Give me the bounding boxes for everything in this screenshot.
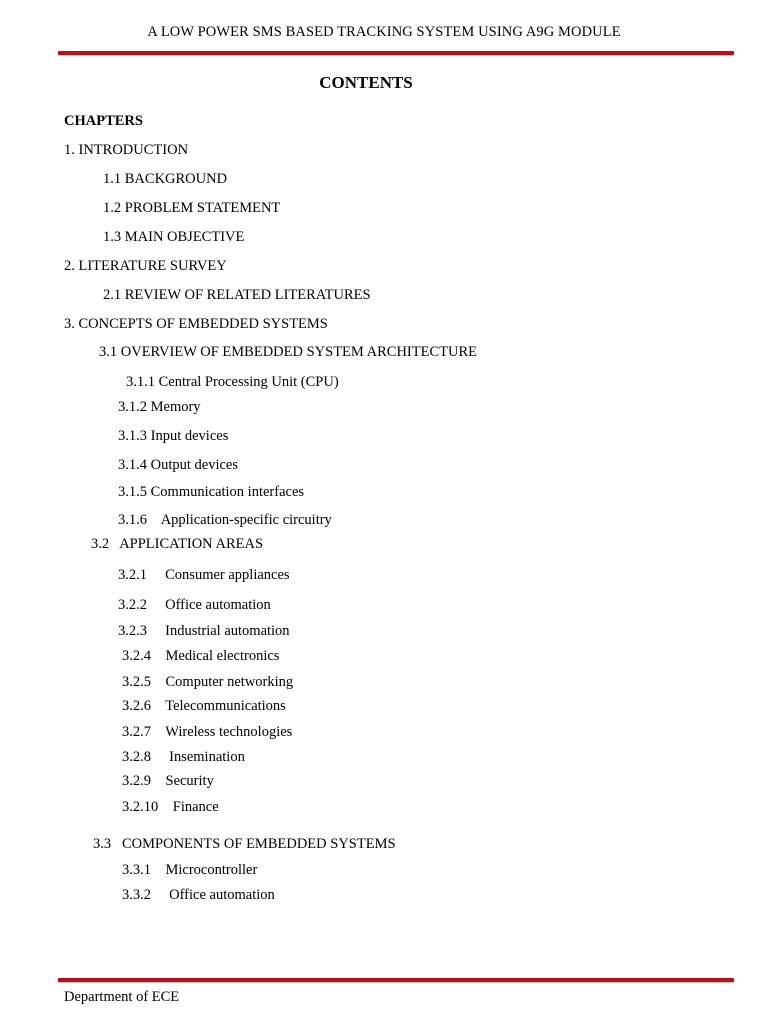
toc-entry-3-1-6: 3.1.6 Application-specific circuitry: [118, 512, 332, 528]
running-header: A LOW POWER SMS BASED TRACKING SYSTEM USING A9G MODULE: [147, 24, 621, 40]
toc-entry-3-2-8: 3.2.8 Insemination: [122, 749, 245, 765]
toc-entry-3-2-3: 3.2.3 Industrial automation: [118, 623, 290, 639]
toc-entry-chapter-1: 1. INTRODUCTION: [64, 142, 189, 158]
contents-title: CONTENTS: [319, 73, 413, 92]
chapters-label: CHAPTERS: [64, 113, 143, 129]
toc-entry-3-2-5: 3.2.5 Computer networking: [122, 674, 294, 690]
toc-entry-3-2-7: 3.2.7 Wireless technologies: [122, 724, 293, 740]
toc-entry-3-1-2: 3.1.2 Memory: [118, 399, 201, 415]
toc-entry-3-2-2: 3.2.2 Office automation: [118, 597, 271, 613]
toc-entry-3-2-10: 3.2.10 Finance: [122, 799, 219, 815]
toc-entry-1-3: 1.3 MAIN OBJECTIVE: [103, 229, 245, 245]
toc-entry-3-2-1: 3.2.1 Consumer appliances: [118, 567, 290, 583]
toc-entry-3-1-3: 3.1.3 Input devices: [118, 428, 229, 444]
toc-entry-3-1: 3.1 OVERVIEW OF EMBEDDED SYSTEM ARCHITECTURE: [99, 344, 477, 360]
toc-entry-1-1: 1.1 BACKGROUND: [103, 171, 228, 187]
toc-entry-3-1-4: 3.1.4 Output devices: [118, 457, 239, 473]
toc-entry-3-1-1: 3.1.1 Central Processing Unit (CPU): [126, 374, 339, 390]
toc-entry-3-3-2: 3.3.2 Office automation: [122, 887, 275, 903]
toc-entry-3-3: 3.3 COMPONENTS OF EMBEDDED SYSTEMS: [93, 836, 396, 852]
header-rule-shadow: [58, 55, 734, 56]
footer-department: Department of ECE: [64, 989, 180, 1005]
toc-entry-1-2: 1.2 PROBLEM STATEMENT: [103, 200, 281, 216]
toc-entry-3-3-1: 3.3.1 Microcontroller: [122, 862, 258, 878]
footer-rule-shadow: [58, 982, 734, 983]
toc-entry-3-2-9: 3.2.9 Security: [122, 773, 214, 789]
toc-entry-2-1: 2.1 REVIEW OF RELATED LITERATURES: [103, 287, 371, 303]
toc-entry-3-2-4: 3.2.4 Medical electronics: [122, 648, 280, 664]
toc-entry-chapter-2: 2. LITERATURE SURVEY: [64, 258, 227, 274]
toc-entry-3-2-6: 3.2.6 Telecommunications: [122, 698, 286, 714]
toc-entry-3-2: 3.2 APPLICATION AREAS: [91, 536, 264, 552]
toc-entry-chapter-3: 3. CONCEPTS OF EMBEDDED SYSTEMS: [64, 316, 328, 332]
toc-entry-3-1-5: 3.1.5 Communication interfaces: [118, 484, 305, 500]
